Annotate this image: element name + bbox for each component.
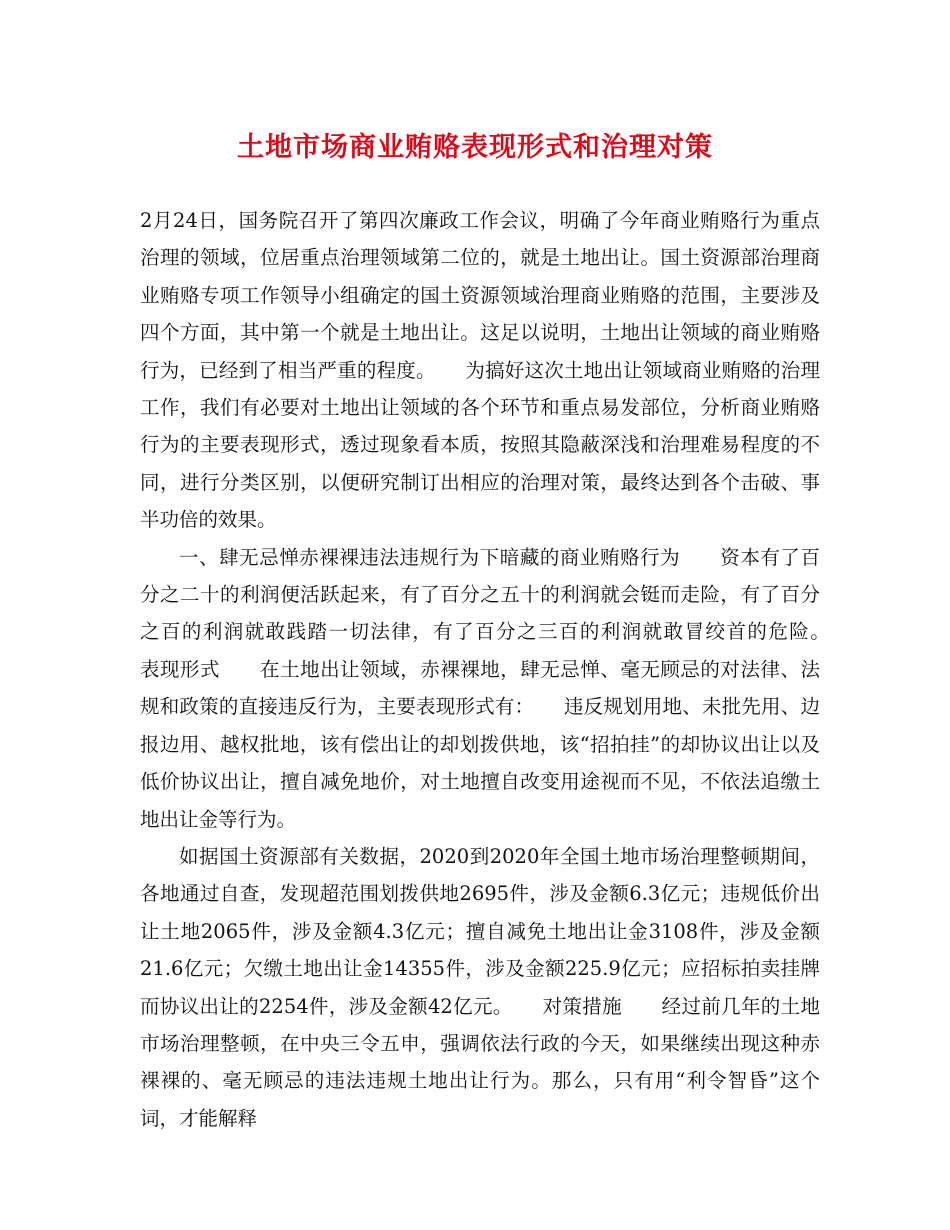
document-title: 土地市场商业贿赂表现形式和治理对策 [237,132,713,163]
paragraph-section-one: 一、肆无忌惮赤裸裸违法违规行为下暗藏的商业贿赂行为 资本有了百分之二十的利润便活跃起来，有了百分之五十的利润就会铤而走险，有了百分之百的利润就敢践踏一切法律，有了百分之三百的利润就敢冒绞首的危险。 表现形式 在土地出让领域，赤裸裸地，肆无忌惮、毫无顾忌的对法律、法规和政策的直接违反行为，主要表现形式有： 违反规划用地、未批先用、边报边用、越权批地，该有偿出让的却划拨供地，该“招拍挂”的却协议出让以及低价协议出让，擅自减免地价，对土地擅自改变用途视而不见，不依法追缴土地出让金等行为。 [140,545,860,831]
paragraph-statistics: 如据国土资源部有关数据，2020到2020年全国土地市场治理整顿期间，各地通过自查，发现超范围划拨供地2695件，涉及金额6.3亿元；违规低价出让土地2065件，涉及金额4.3亿元；擅自减免土地出让金3108件，涉及金额21.6亿元；欠缴土地出让金14355件，涉及金额225.9亿元；应招标拍卖挂牌而协议出让的2254件，涉及金额42亿元。 对策措施 经过前几年的土地市场治理整顿，在中央三令五申，强调依法行政的今天，如果继续出现这种赤裸裸的、毫无顾忌的违法违规土地出让行为。那么，只有用“利令智昏”这个词，才能解释 [140,844,820,1130]
paragraph-intro: 2月24日，国务院召开了第四次廉政工作会议，明确了今年商业贿赂行为重点治理的领域，位居重点治理领域第二位的，就是土地出让。国土资源部治理商业贿赂专项工作领导小组确定的国土资源领域治理商业贿赂的范围，主要涉及四个方面，其中第一个就是土地出让。这足以说明，土地出让领域的商业贿赂行为，已经到了相当严重的程度。 为搞好这次土地出让领域商业贿赂的治理工作，我们有必要对土地出让领域的各个环节和重点易发部位，分析商业贿赂行为的主要表现形式，透过现象看本质，按照其隐蔽深浅和治理难易程度的不同，进行分类区别，以便研究制订出相应的治理对策，最终达到各个击破、事半功倍的效果。 [140,209,820,532]
document-body [140,202,860,1137]
